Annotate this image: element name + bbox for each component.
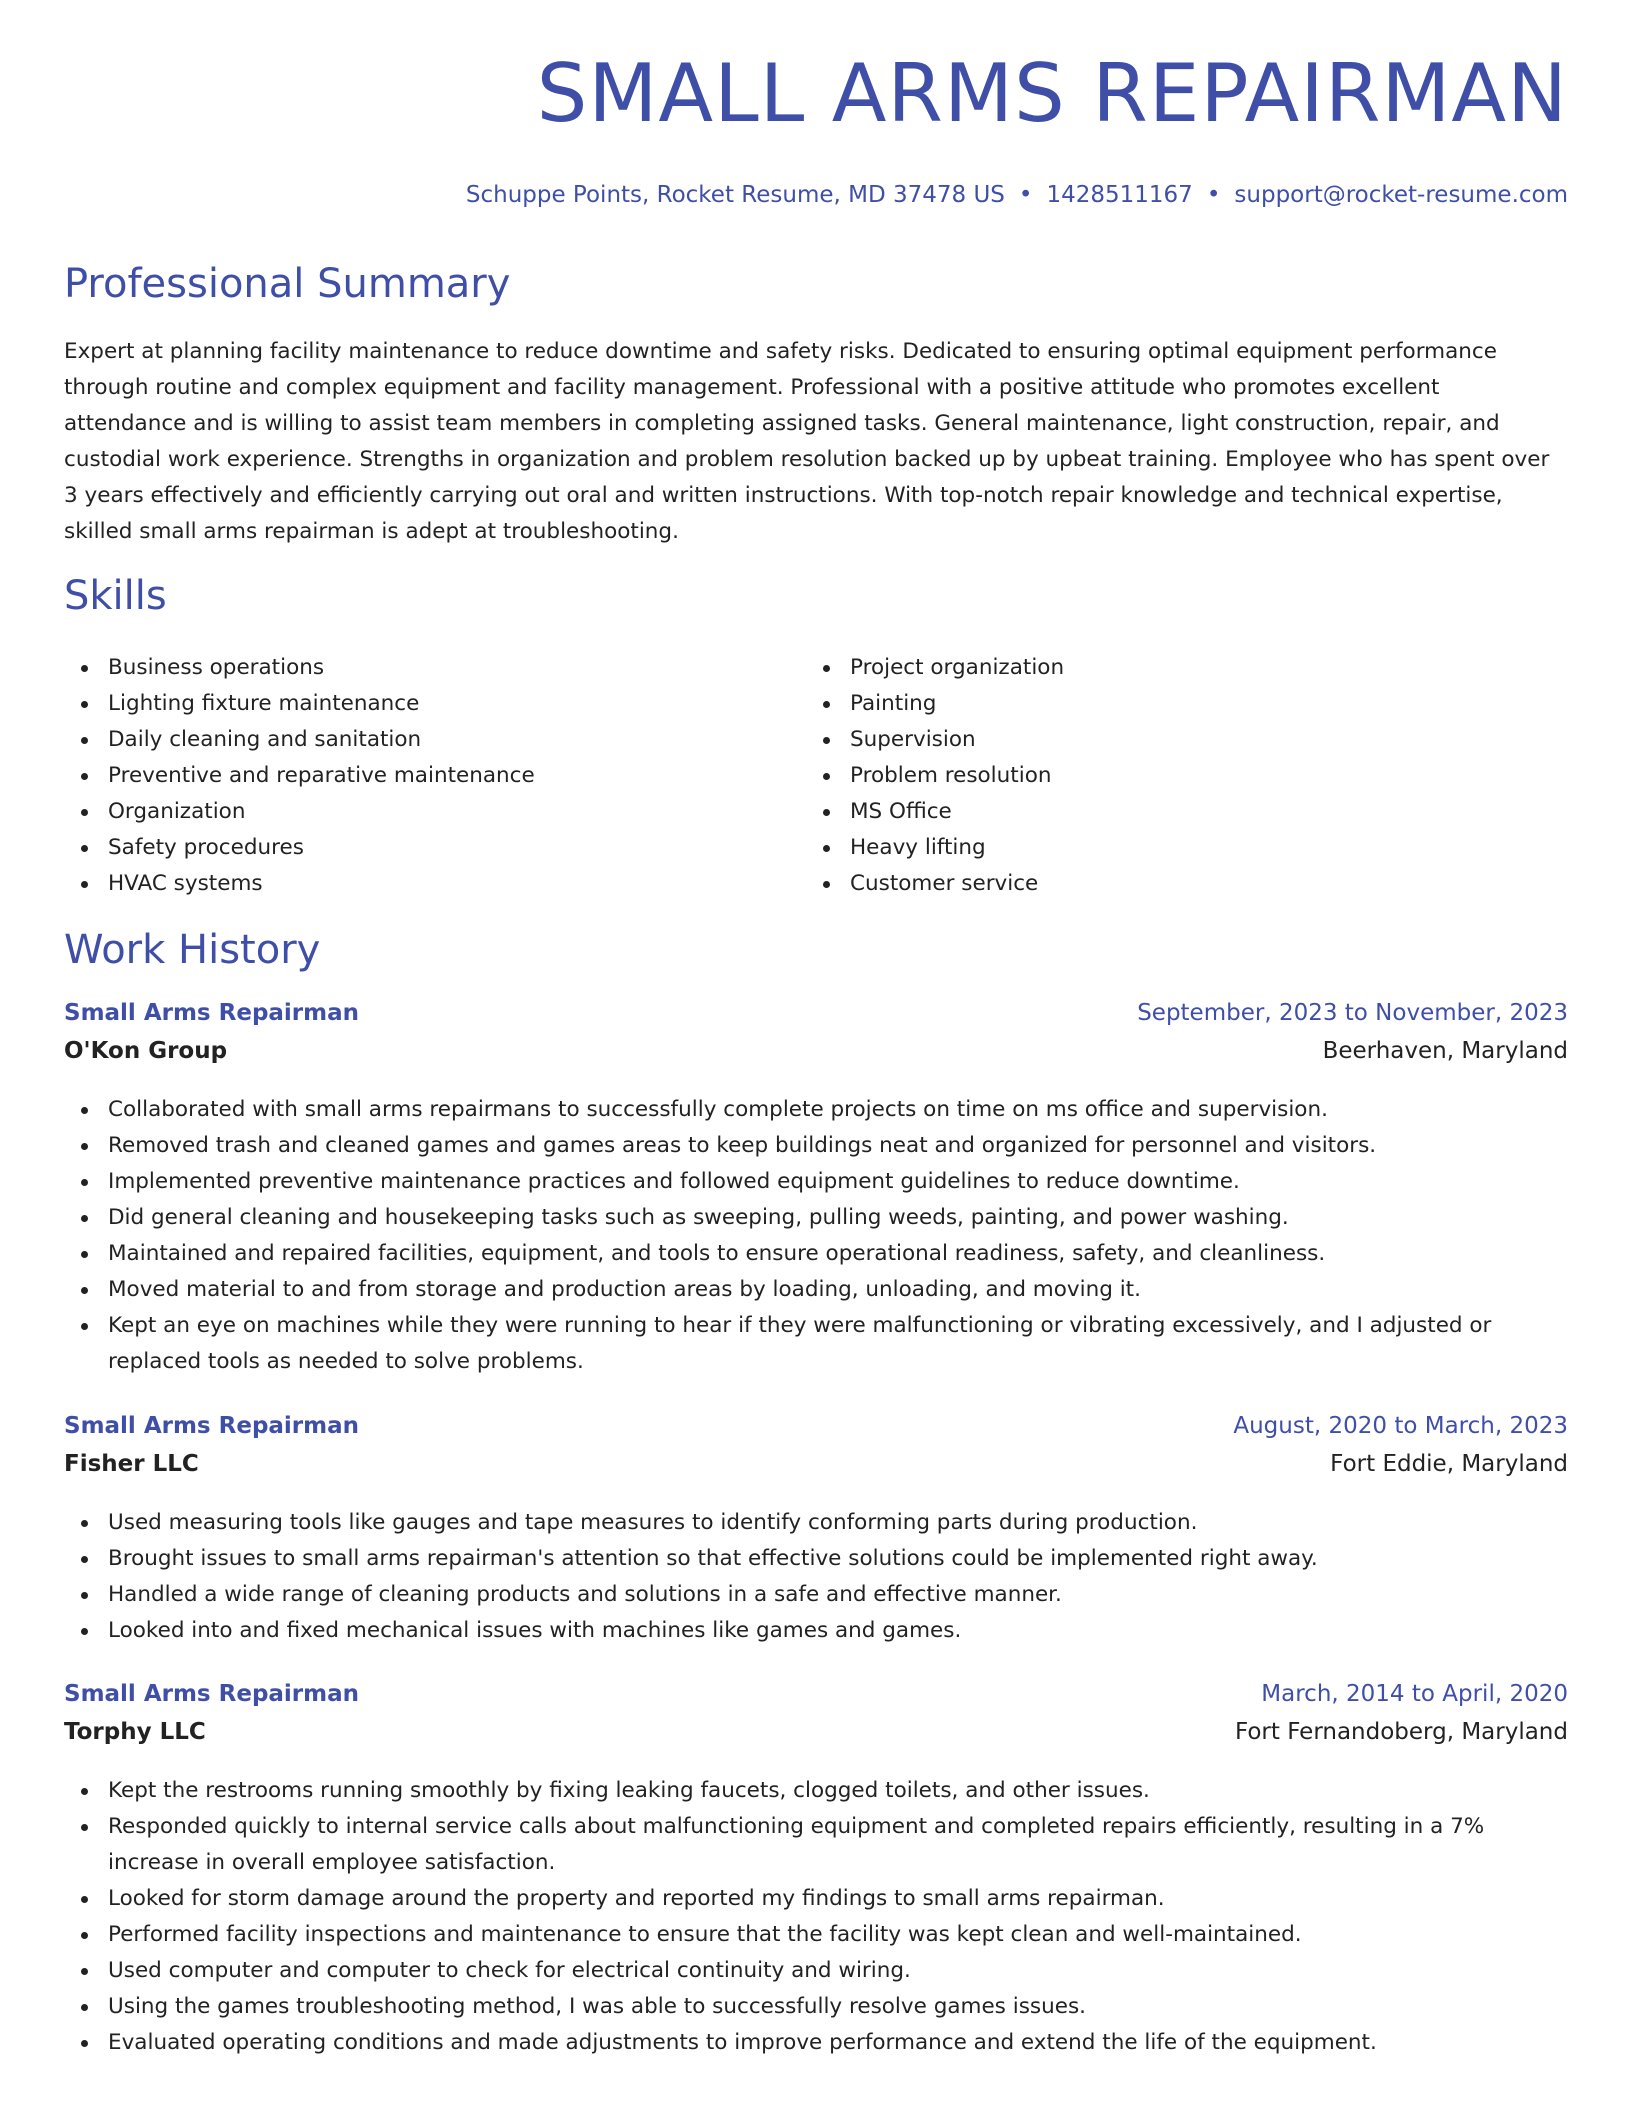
job-subheader xyxy=(64,1451,1568,1489)
skill-item: Problem resolution xyxy=(806,758,1506,794)
skill-item: Painting xyxy=(806,686,1506,722)
skill-item: Supervision xyxy=(806,722,1506,758)
job-dates: March, 2014 to April, 2020 xyxy=(1261,1681,1568,1707)
job-bullet: Used measuring tools like gauges and tape measures to identify conforming parts during production. xyxy=(64,1505,1568,1541)
job-bullet: Did general cleaning and housekeeping tasks such as sweeping, pulling weeds, painting, and power washing. xyxy=(64,1200,1568,1236)
contact-email: support@rocket-resume.com xyxy=(1234,182,1568,208)
job-bullets xyxy=(64,1773,1568,2061)
job-bullet: Brought issues to small arms repairman's attention so that effective solutions could be implemented right away. xyxy=(64,1541,1568,1577)
job-location: Beerhaven, Maryland xyxy=(1322,1038,1568,1064)
skill-item: Customer service xyxy=(806,866,1506,902)
job-bullet: Using the games troubleshooting method, I was able to successfully resolve games issues. xyxy=(64,1989,1568,2025)
candidate-name: SMALL ARMS REPAIRMAN xyxy=(536,47,1568,140)
skill-item: Business operations xyxy=(64,650,764,686)
job-bullets xyxy=(64,1505,1568,1649)
work-history-heading: Work History xyxy=(64,927,321,973)
skill-item: Safety procedures xyxy=(64,830,764,866)
job-bullet: Kept an eye on machines while they were running to hear if they were malfunctioning or vibrating excessively, and I adjusted or replaced tools as needed to solve problems. xyxy=(64,1308,1568,1380)
job-dates: August, 2020 to March, 2023 xyxy=(1233,1413,1568,1439)
job-bullet: Responded quickly to internal service calls about malfunctioning equipment and completed repairs efficiently, resulting in a 7% increase in overall employee satisfaction. xyxy=(64,1809,1568,1881)
skills-heading: Skills xyxy=(64,573,167,619)
job-company: Torphy LLC xyxy=(64,1719,206,1745)
contact-separator: • xyxy=(1018,182,1033,208)
skills-list-left xyxy=(64,650,764,902)
job-bullet: Removed trash and cleaned games and games areas to keep buildings neat and organized for personnel and visitors. xyxy=(64,1128,1568,1164)
contact-line xyxy=(466,182,1568,208)
skill-item: Daily cleaning and sanitation xyxy=(64,722,764,758)
job-title: Small Arms Repairman xyxy=(64,1000,360,1026)
job-header xyxy=(64,1681,1568,1719)
job-bullet: Kept the restrooms running smoothly by fixing leaking faucets, clogged toilets, and other issues. xyxy=(64,1773,1568,1809)
skills-list-right xyxy=(806,650,1506,902)
skill-item: Heavy lifting xyxy=(806,830,1506,866)
job-company: Fisher LLC xyxy=(64,1451,199,1477)
job-bullet: Evaluated operating conditions and made adjustments to improve performance and extend the life of the equipment. xyxy=(64,2025,1568,2061)
job-bullet: Collaborated with small arms repairmans to successfully complete projects on time on ms office and supervision. xyxy=(64,1092,1568,1128)
job-bullet: Used computer and computer to check for electrical continuity and wiring. xyxy=(64,1953,1568,1989)
job-title: Small Arms Repairman xyxy=(64,1413,360,1439)
job-subheader xyxy=(64,1719,1568,1757)
job-bullets xyxy=(64,1092,1568,1380)
job-bullet: Performed facility inspections and maintenance to ensure that the facility was kept clean and well-maintained. xyxy=(64,1917,1568,1953)
job-header xyxy=(64,1413,1568,1451)
job-dates: September, 2023 to November, 2023 xyxy=(1137,1000,1568,1026)
job-bullet: Moved material to and from storage and production areas by loading, unloading, and moving it. xyxy=(64,1272,1568,1308)
job-bullet: Looked into and fixed mechanical issues with machines like games and games. xyxy=(64,1613,1568,1649)
job-subheader xyxy=(64,1038,1568,1076)
summary-heading: Professional Summary xyxy=(64,261,511,307)
skill-item: MS Office xyxy=(806,794,1506,830)
contact-phone: 1428511167 xyxy=(1046,182,1193,208)
job-bullet: Maintained and repaired facilities, equipment, and tools to ensure operational readiness, safety, and cleanliness. xyxy=(64,1236,1568,1272)
job-bullet: Looked for storm damage around the property and reported my findings to small arms repairman. xyxy=(64,1881,1568,1917)
skill-item: Lighting fixture maintenance xyxy=(64,686,764,722)
skill-item: Preventive and reparative maintenance xyxy=(64,758,764,794)
job-bullet: Implemented preventive maintenance practices and followed equipment guidelines to reduce downtime. xyxy=(64,1164,1568,1200)
summary-text: Expert at planning facility maintenance to reduce downtime and safety risks. Dedicated to ensuring optimal equipment performance through routine and complex equipment and facility management. Professional with a positive attitude who promotes excellent attendance and is willing to assist team members in completing assigned tasks. General maintenance, light construction, repair, and custodial work experience. Strengths in organization and problem resolution backed up by upbeat training. Employee who has spent over 3 years effectively and efficiently carrying out oral and written instructions. With top-notch repair knowledge and technical expertise, skilled small arms repairman is adept at troubleshooting. xyxy=(64,339,1550,544)
job-header xyxy=(64,1000,1568,1038)
job-location: Fort Eddie, Maryland xyxy=(1330,1451,1568,1477)
skill-item: Project organization xyxy=(806,650,1506,686)
job-bullet: Handled a wide range of cleaning products and solutions in a safe and effective manner. xyxy=(64,1577,1568,1613)
job-entry xyxy=(64,1681,1568,2061)
skill-item: Organization xyxy=(64,794,764,830)
contact-separator: • xyxy=(1206,182,1221,208)
job-company: O'Kon Group xyxy=(64,1038,228,1064)
job-location: Fort Fernandoberg, Maryland xyxy=(1234,1719,1568,1745)
job-entry xyxy=(64,1413,1568,1649)
skill-item: HVAC systems xyxy=(64,866,764,902)
contact-address: Schuppe Points, Rocket Resume, MD 37478 US xyxy=(465,182,1005,208)
job-entry xyxy=(64,1000,1568,1380)
job-title: Small Arms Repairman xyxy=(64,1681,360,1707)
